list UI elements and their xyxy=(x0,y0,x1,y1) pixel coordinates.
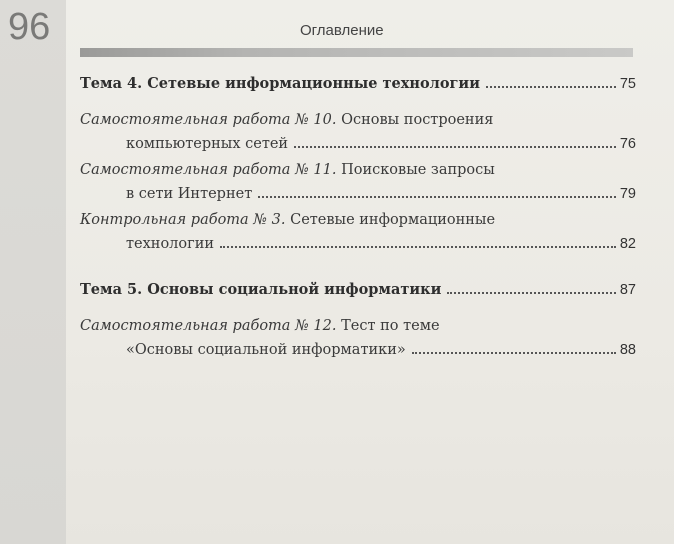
page-ref: 79 xyxy=(619,186,636,202)
dot-leader xyxy=(447,292,615,294)
toc-entry-work-12 xyxy=(80,314,636,362)
entry-title-line2: технологии xyxy=(126,236,215,252)
page-ref: 87 xyxy=(619,282,636,298)
header-rule xyxy=(80,48,633,57)
running-head: Оглавление xyxy=(300,22,384,39)
dot-leader xyxy=(294,146,616,148)
entry-label: Самостоятельная работа № 10. xyxy=(80,112,337,128)
entry-title-line1: Поисковые запросы xyxy=(341,162,495,178)
entry-title-line2: компьютерных сетей xyxy=(126,136,289,152)
toc-entry-work-11 xyxy=(80,158,636,206)
entry-title-line1: Сетевые информационные xyxy=(290,212,496,228)
toc-entry-control-3 xyxy=(80,208,636,256)
dot-leader xyxy=(412,352,616,354)
entry-label: Самостоятельная работа № 12. xyxy=(80,318,337,334)
entry-title-line2: «Основы социальной информатики» xyxy=(126,342,406,358)
entry-title-line1: Тест по теме xyxy=(341,318,440,334)
page-ref: 76 xyxy=(619,136,636,152)
page-number: 96 xyxy=(8,6,51,48)
topic-title: Тема 5. Основы социальной информатики xyxy=(80,281,442,298)
toc-topic-4 xyxy=(80,72,636,96)
dot-leader xyxy=(220,246,616,248)
dot-leader xyxy=(486,86,616,88)
toc-entry-work-10 xyxy=(80,108,636,156)
entry-title-line1: Основы построения xyxy=(341,112,494,128)
page-ref: 82 xyxy=(619,236,636,252)
page-ref: 88 xyxy=(619,342,636,358)
entry-title-line2: в сети Интернет xyxy=(126,186,253,202)
table-of-contents xyxy=(80,72,636,364)
entry-label: Самостоятельная работа № 11. xyxy=(80,162,337,178)
dot-leader xyxy=(258,196,616,198)
toc-topic-5 xyxy=(80,278,636,302)
entry-label: Контрольная работа № 3. xyxy=(80,212,286,228)
page-ref: 75 xyxy=(619,76,636,92)
page-margin-band xyxy=(0,0,66,544)
topic-title: Тема 4. Сетевые информационные технологии xyxy=(80,75,480,92)
